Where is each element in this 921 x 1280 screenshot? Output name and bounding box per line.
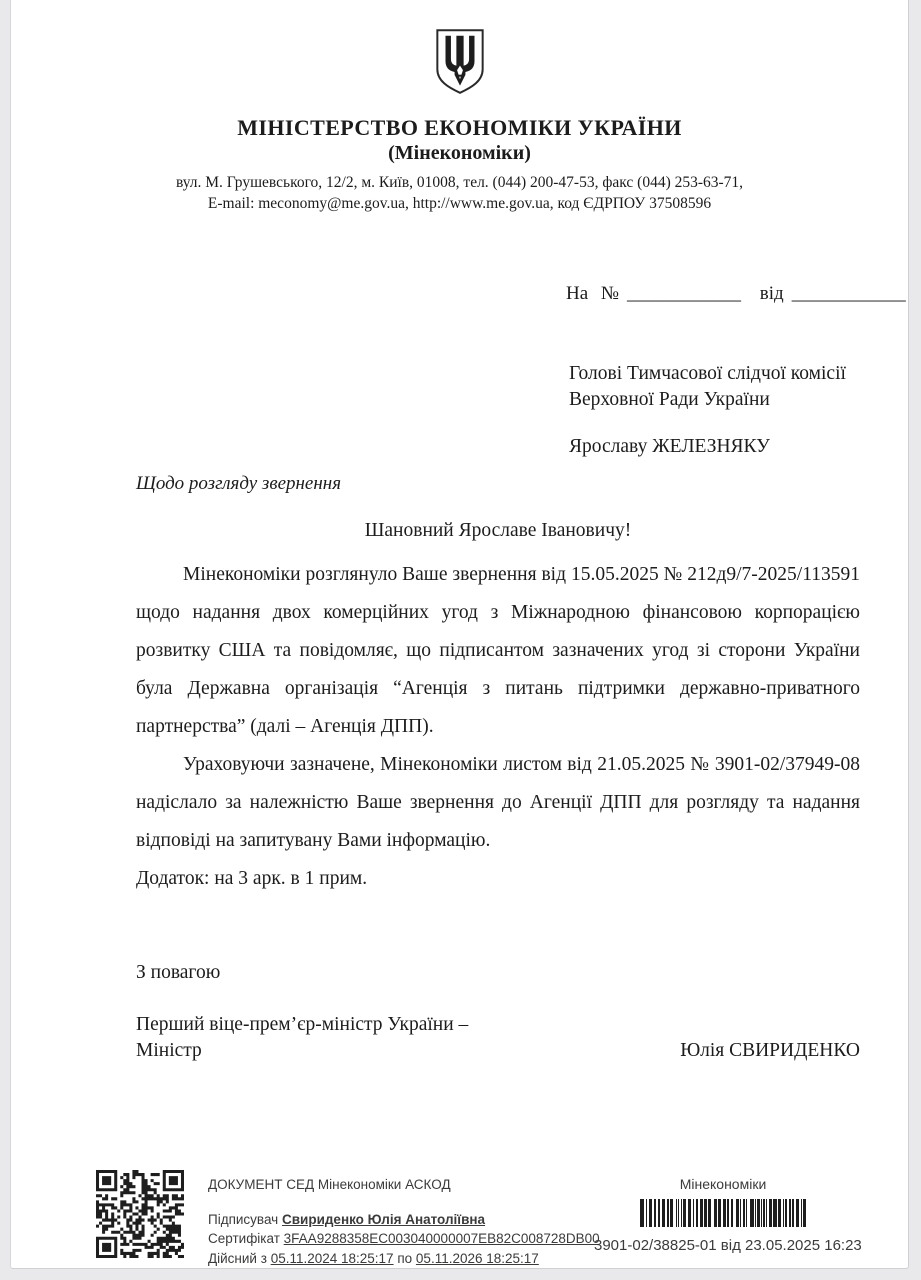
signer-name: Юлія СВИРИДЕНКО <box>680 1040 860 1061</box>
addressee-line1: Голові Тимчасової слідчої комісії <box>569 363 846 384</box>
attachment-line: Додаток: на 3 арк. в 1 прим. <box>136 868 368 889</box>
registration-stamp <box>594 1176 862 1254</box>
registration-org-label: Мінекономіки <box>679 1176 767 1192</box>
letterhead <box>11 24 908 214</box>
ministry-short-title: (Мінекономіки) <box>388 142 531 164</box>
ref-date-label: від <box>759 283 784 304</box>
registration-number: 3901-02/38825-01 від 23.05.2025 16:23 <box>594 1237 862 1254</box>
validity-middle: по <box>397 1250 413 1266</box>
salutation: Шановний Ярославе Івановичу! <box>364 520 632 541</box>
barcode-icon <box>638 1199 808 1227</box>
ministry-title: МІНІСТЕРСТВО ЕКОНОМІКИ УКРАЇНИ <box>237 115 682 140</box>
certificate-row <box>208 1229 600 1249</box>
signer-title <box>136 1012 468 1064</box>
validity-to: 05.11.2026 18:25:17 <box>415 1250 539 1266</box>
ministry-address-line1: вул. М. Грушевського, 12/2, м. Київ, 01008, тел. (044) 200-47-53, факс (044) 253-63-71, <box>175 174 744 191</box>
ref-na-label: На <box>566 283 589 304</box>
letter-page <box>10 0 909 1269</box>
body-paragraph-1: Мінекономіки розглянуло Ваше звернення від 15.05.2025 № 212д9/7-2025/113591 щодо надання двох комерційних угод з Міжнародною фінансовою корпорацією розвитку США та повідомляє, що підписантом зазначених угод зі сторони України була Державна організація “Агенція з питань підтримки державно-приватного партнерства” (далі – Агенція ДПП). <box>136 564 860 737</box>
ukraine-trident-emblem-icon <box>431 24 489 105</box>
signer-title-line2: Міністр <box>136 1040 202 1061</box>
letter-body <box>136 556 860 898</box>
digital-signature-stamp <box>96 1170 600 1268</box>
closing-line: З повагою <box>136 962 221 983</box>
ministry-address-line2: E-mail: meconomy@me.gov.ua, http://www.me.gov.ua, код ЄДРПОУ 37508596 <box>207 195 712 212</box>
addressee-block <box>569 361 846 460</box>
ref-date-blank: ____________ <box>791 283 906 304</box>
certificate-label: Сертифікат <box>208 1231 280 1246</box>
signer-title-line1: Перший віце-прем’єр-міністр України – <box>136 1014 469 1035</box>
qr-code-icon <box>96 1170 184 1258</box>
signer-label: Підписувач <box>208 1211 279 1227</box>
validity-row <box>208 1249 600 1269</box>
reference-line <box>566 283 906 305</box>
validity-prefix: Дійсний з <box>208 1250 267 1266</box>
body-paragraph-2: Ураховуючи зазначене, Мінекономіки листом від 21.05.2025 № 3901-02/37949-08 надіслало за належністю Ваше звернення до Агенції ДПП для розгляду та надання відповіді на запитувану Вами інформацію. <box>136 754 860 851</box>
signature-block <box>136 1012 860 1064</box>
signature-signer-row <box>208 1210 600 1230</box>
validity-from: 05.11.2024 18:25:17 <box>270 1250 394 1266</box>
ref-number-label: № <box>600 283 620 304</box>
addressee-name: Ярославу ЖЕЛЕЗНЯКУ <box>569 436 770 457</box>
ref-number-blank: ____________ <box>627 283 742 304</box>
addressee-line2: Верховної Ради України <box>569 389 770 410</box>
subject-line: Щодо розгляду звернення <box>136 473 342 494</box>
sed-system-line: ДОКУМЕНТ СЕД Мінекономіки АСКОД <box>208 1177 451 1192</box>
signer-value: Свириденко Юлія Анатоліївна <box>281 1211 486 1227</box>
certificate-value: 3FAA9288358EC003040000007EB82C008728DB00 <box>283 1231 600 1246</box>
